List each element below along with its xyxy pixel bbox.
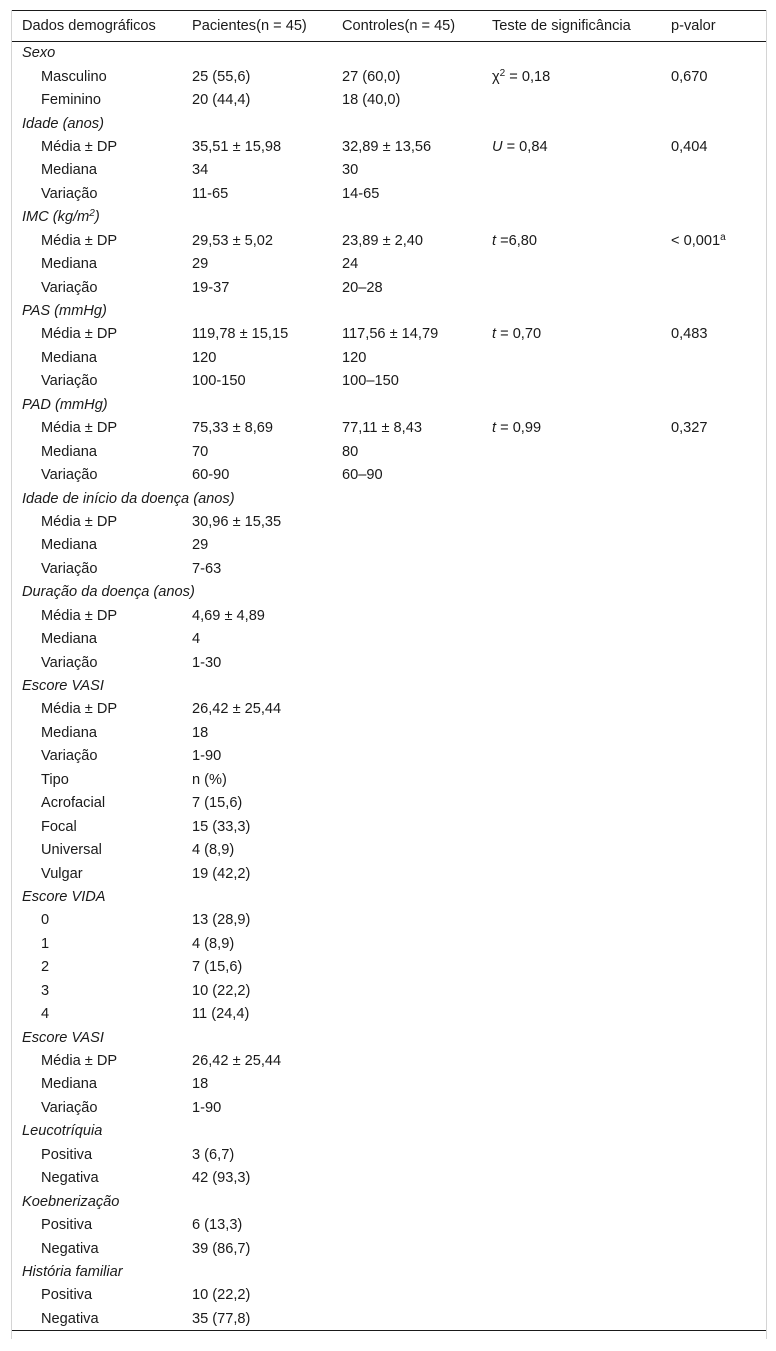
pacientes-cell: 18 <box>192 724 209 741</box>
row-label: Tipo <box>41 771 69 788</box>
row-label: Mediana <box>41 443 97 460</box>
p-value-cell <box>661 252 766 275</box>
section-title: PAD (mmHg) <box>22 396 108 413</box>
controles-cell: 23,89 ± 2,40 <box>342 232 424 249</box>
test-value: = 0,70 <box>496 326 542 343</box>
p-value-cell <box>661 346 766 369</box>
table-row <box>12 768 766 791</box>
table-header-row <box>12 11 766 42</box>
header-dados: Dados demográficos <box>12 11 182 42</box>
test-cell <box>482 229 661 252</box>
test-cell <box>482 370 661 393</box>
table-row <box>12 182 766 205</box>
section-row <box>12 299 766 322</box>
section-title <box>12 206 766 229</box>
test-symbol: t <box>492 420 497 437</box>
p-value-cell <box>661 276 766 299</box>
row-label: Universal <box>41 842 102 859</box>
table-row <box>12 1284 766 1307</box>
p-value-cell <box>661 440 766 463</box>
table-row <box>12 838 766 861</box>
pacientes-cell: 11 (24,4) <box>192 1006 250 1023</box>
table-row <box>12 1237 766 1260</box>
row-label: Mediana <box>41 631 97 648</box>
row-label: Média ± DP <box>41 513 118 530</box>
section-title: Idade (anos) <box>22 115 104 132</box>
pacientes-cell: 60-90 <box>192 467 230 484</box>
pacientes-cell: 10 (22,2) <box>192 982 251 999</box>
section-title: História familiar <box>22 1263 123 1280</box>
section-row <box>12 581 766 604</box>
pacientes-cell: 7-63 <box>192 560 222 577</box>
row-label: Variação <box>41 560 98 577</box>
pacientes-cell: 6 (13,3) <box>192 1217 243 1234</box>
test-cell <box>482 252 661 275</box>
row-label: Feminino <box>41 92 102 109</box>
table-row <box>12 135 766 158</box>
pacientes-cell: 25 (55,6) <box>192 68 251 85</box>
table-row <box>12 698 766 721</box>
p-value-cell: 0,327 <box>671 420 708 437</box>
table-row <box>12 651 766 674</box>
controles-cell: 32,89 ± 13,56 <box>342 138 432 155</box>
row-label: Mediana <box>41 349 97 366</box>
row-label: Variação <box>41 1099 98 1116</box>
row-label: Acrofacial <box>41 795 106 812</box>
controles-cell: 18 (40,0) <box>342 92 401 109</box>
p-value-cell <box>661 88 766 111</box>
controles-cell: 120 <box>342 349 367 366</box>
table-row <box>12 1002 766 1025</box>
p-value-cell <box>661 229 766 252</box>
table-row <box>12 159 766 182</box>
table-row <box>12 604 766 627</box>
table-row <box>12 440 766 463</box>
row-label: Média ± DP <box>41 420 118 437</box>
table-row <box>12 65 766 88</box>
pacientes-cell: 39 (86,7) <box>192 1240 251 1257</box>
pacientes-cell: 26,42 ± 25,44 <box>192 1053 282 1070</box>
test-symbol: U <box>492 138 503 155</box>
test-value: = 0,18 <box>505 68 551 85</box>
section-row <box>12 206 766 229</box>
row-label: Média ± DP <box>41 701 118 718</box>
controles-cell: 100–150 <box>342 373 399 390</box>
row-label: Variação <box>41 467 98 484</box>
controles-cell: 30 <box>342 162 359 179</box>
table-row <box>12 792 766 815</box>
table-row <box>12 346 766 369</box>
row-label: Positiva <box>41 1217 93 1234</box>
p-value-cell: 0,483 <box>671 326 708 343</box>
row-label: 1 <box>41 935 50 952</box>
section-row <box>12 393 766 416</box>
test-cell <box>482 417 661 440</box>
pacientes-cell: 13 (28,9) <box>192 912 251 929</box>
table-row <box>12 1073 766 1096</box>
section-title: Escore VASI <box>22 1029 104 1046</box>
table-row <box>12 417 766 440</box>
row-label: Negativa <box>12 1307 182 1330</box>
section-row <box>12 487 766 510</box>
table-container <box>11 10 767 1339</box>
row-label: Variação <box>41 748 98 765</box>
pacientes-cell: 3 (6,7) <box>192 1146 235 1163</box>
p-value-cell: 0,404 <box>671 138 708 155</box>
section-row <box>12 1026 766 1049</box>
pacientes-cell: 11-65 <box>192 185 229 202</box>
table-row <box>12 815 766 838</box>
pacientes-cell: 29 <box>192 256 209 273</box>
pacientes-cell: 10 (22,2) <box>192 1287 251 1304</box>
table-row <box>12 721 766 744</box>
table-row <box>12 510 766 533</box>
row-label: Negativa <box>41 1240 99 1257</box>
controles-cell: 80 <box>342 443 359 460</box>
test-superscript: 2 <box>499 67 506 79</box>
test-symbol: t <box>492 232 497 249</box>
table-row <box>12 909 766 932</box>
table-row <box>12 276 766 299</box>
pacientes-cell: 18 <box>192 1076 209 1093</box>
pacientes-cell: 26,42 ± 25,44 <box>192 701 282 718</box>
footnote-marker: a <box>720 231 726 243</box>
test-cell <box>482 135 661 158</box>
pacientes-cell: 1-90 <box>192 748 222 765</box>
test-cell <box>482 159 661 182</box>
row-label: Média ± DP <box>41 138 118 155</box>
row-label: Variação <box>41 279 98 296</box>
p-value-cell <box>661 370 766 393</box>
pacientes-cell: 30,96 ± 15,35 <box>192 513 282 530</box>
pacientes-cell: 119,78 ± 15,15 <box>192 326 289 343</box>
row-label: Masculino <box>41 68 107 85</box>
test-value: = 0,99 <box>496 420 542 437</box>
pacientes-cell: 4 (8,9) <box>192 935 235 952</box>
p-value-text: < 0,001 <box>671 232 721 249</box>
table-row <box>12 557 766 580</box>
controles-cell: 24 <box>342 256 359 273</box>
pacientes-cell: 35,51 ± 15,98 <box>192 138 282 155</box>
row-label: Focal <box>41 818 77 835</box>
section-row <box>12 1190 766 1213</box>
table-row <box>12 1096 766 1119</box>
row-label: Mediana <box>41 537 97 554</box>
row-label: Mediana <box>41 256 97 273</box>
header-controles: Controles(n = 45) <box>332 11 482 42</box>
section-row <box>12 1260 766 1283</box>
row-label: 0 <box>41 912 50 929</box>
section-title: Koebnerização <box>22 1193 120 1210</box>
pacientes-cell: 20 (44,4) <box>192 92 251 109</box>
pacientes-cell: 4 <box>192 631 201 648</box>
table-row <box>12 1167 766 1190</box>
pacientes-cell: 70 <box>192 443 209 460</box>
p-value-cell <box>661 182 766 205</box>
header-pacientes: Pacientes(n = 45) <box>182 11 332 42</box>
test-cell <box>482 182 661 205</box>
pacientes-cell: 4 (8,9) <box>192 842 235 859</box>
row-label: 4 <box>41 1006 50 1023</box>
pacientes-cell: 120 <box>192 349 217 366</box>
test-cell <box>482 65 661 88</box>
row-label: 2 <box>41 959 50 976</box>
controles-cell: 20–28 <box>342 279 383 296</box>
pacientes-cell: 75,33 ± 8,69 <box>192 420 274 437</box>
row-label: Positiva <box>41 1287 93 1304</box>
section-title: Idade de início da doença (anos) <box>22 490 235 507</box>
controles-cell: 14-65 <box>342 185 380 202</box>
row-label: Negativa <box>41 1170 99 1187</box>
section-title: Leucotríquia <box>22 1123 103 1140</box>
pacientes-cell: 4,69 ± 4,89 <box>192 607 265 624</box>
row-label: Mediana <box>41 1076 97 1093</box>
row-label: Variação <box>41 185 98 202</box>
section-row <box>12 42 766 65</box>
row-label: Mediana <box>41 162 97 179</box>
pacientes-cell: 19 (42,2) <box>192 865 251 882</box>
section-title: Escore VIDA <box>22 888 106 905</box>
table-row <box>12 979 766 1002</box>
table-row <box>12 1143 766 1166</box>
table-row <box>12 323 766 346</box>
table-row <box>12 932 766 955</box>
pacientes-cell: 15 (33,3) <box>192 818 251 835</box>
demographics-table <box>12 10 766 1331</box>
row-label: Vulgar <box>41 865 83 882</box>
section-title: Sexo <box>22 45 56 62</box>
pacientes-cell: 29,53 ± 5,02 <box>192 232 274 249</box>
pacientes-cell: 1-90 <box>192 1099 222 1116</box>
controles-cell: 60–90 <box>342 467 383 484</box>
p-value-cell <box>661 463 766 486</box>
pacientes-cell: n (%) <box>192 771 227 788</box>
pacientes-cell: 19-37 <box>192 279 230 296</box>
section-row <box>12 674 766 697</box>
test-symbol: χ <box>492 68 500 85</box>
test-value: = 0,84 <box>502 138 548 155</box>
section-row <box>12 112 766 135</box>
test-cell <box>482 323 661 346</box>
row-label: Média ± DP <box>41 607 118 624</box>
test-cell <box>482 346 661 369</box>
pacientes-cell: 34 <box>192 162 209 179</box>
p-value-cell <box>661 159 766 182</box>
pacientes-cell: 100-150 <box>192 373 246 390</box>
controles-cell: 77,11 ± 8,43 <box>342 420 422 437</box>
section-title: PAS (mmHg) <box>22 303 107 320</box>
table-row <box>12 88 766 111</box>
pacientes-cell: 42 (93,3) <box>192 1170 251 1187</box>
test-cell <box>482 88 661 111</box>
row-label: Média ± DP <box>41 232 118 249</box>
table-row <box>12 534 766 557</box>
section-row <box>12 1120 766 1143</box>
section-title: Duração da doença (anos) <box>22 584 195 601</box>
controles-cell: 117,56 ± 14,79 <box>342 326 439 343</box>
test-value: =6,80 <box>496 232 538 249</box>
pacientes-cell: 1-30 <box>192 654 222 671</box>
table-row <box>12 1213 766 1236</box>
row-label: 3 <box>41 982 50 999</box>
table-row <box>12 1049 766 1072</box>
test-cell <box>482 463 661 486</box>
test-cell <box>482 276 661 299</box>
header-p-valor: p-valor <box>661 11 766 42</box>
row-label: Positiva <box>41 1146 93 1163</box>
section-row <box>12 885 766 908</box>
pacientes-cell: 7 (15,6) <box>192 795 243 812</box>
pacientes-cell: 29 <box>192 537 209 554</box>
section-title-text: IMC (kg/m <box>22 209 90 226</box>
row-label: Variação <box>41 654 98 671</box>
pacientes-cell: 7 (15,6) <box>192 959 243 976</box>
table-row <box>12 229 766 252</box>
row-label: Variação <box>41 373 98 390</box>
table-row <box>12 1307 766 1330</box>
table-row <box>12 862 766 885</box>
table-row <box>12 745 766 768</box>
table-row <box>12 463 766 486</box>
header-teste: Teste de significância <box>482 11 661 42</box>
table-row <box>12 252 766 275</box>
test-symbol: t <box>492 326 497 343</box>
controles-cell: 27 (60,0) <box>342 68 401 85</box>
test-cell <box>482 440 661 463</box>
table-row <box>12 627 766 650</box>
row-label: Média ± DP <box>41 326 118 343</box>
section-title-superscript: 2 <box>89 208 95 220</box>
pacientes-cell: 35 (77,8) <box>182 1307 766 1330</box>
row-label: Média ± DP <box>41 1053 118 1070</box>
p-value-cell: 0,670 <box>671 68 708 85</box>
section-title: Escore VASI <box>22 678 104 695</box>
section-title-text: ) <box>94 209 100 226</box>
row-label: Mediana <box>41 724 97 741</box>
table-row <box>12 370 766 393</box>
table-row <box>12 956 766 979</box>
